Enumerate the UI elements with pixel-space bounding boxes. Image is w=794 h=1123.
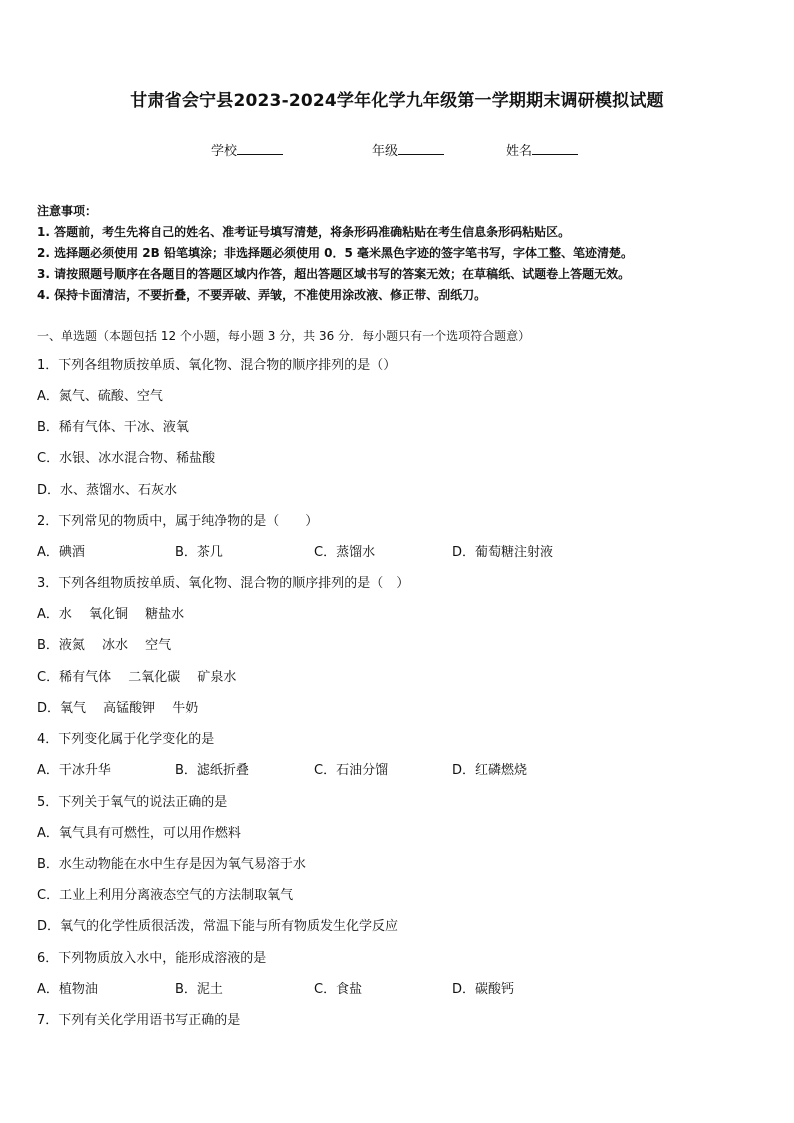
option: A．碘酒 [37,545,85,560]
option-line: D．水、蒸馏水、石灰水 [37,483,178,498]
option: D．葡萄糖注射液 [452,545,554,560]
name-blank [532,142,578,155]
page-title: 甘肃省会宁县2023-2024学年化学九年级第一学期期末调研模拟试题 [130,91,664,111]
option-line: D．氧气的化学性质很活泼，常温下能与所有物质发生化学反应 [37,919,399,934]
option: C．食盐 [314,982,363,997]
question-stem: 7．下列有关化学用语书写正确的是 [37,1013,241,1028]
question-stem: 5．下列关于氧气的说法正确的是 [37,795,228,810]
option: D．碳酸钙 [452,982,515,997]
name-field [506,140,578,159]
section-heading: 一、单选题（本题包括 12 个小题，每小题 3 分，共 36 分．每小题只有一个选项符合题意） [37,329,531,343]
question-stem: 2．下列常见的物质中，属于纯净物的是（ ） [37,514,319,529]
name-label: 姓名 [506,144,533,159]
school-field [211,140,283,159]
option-line: C．水银、冰水混合物、稀盐酸 [37,451,216,466]
grade-field [372,140,444,159]
question-stem: 4．下列变化属于化学变化的是 [37,732,215,747]
option: C．石油分馏 [314,763,389,778]
note-item: 3. 请按照题号顺序在各题目的答题区域内作答，超出答题区域书写的答案无效；在草稿纸、试题卷上答题无效。 [37,267,631,281]
school-blank [237,142,283,155]
grade-label: 年级 [372,144,399,159]
option-line: B．稀有气体、干冰、液氧 [37,420,189,435]
option: B．茶几 [175,545,223,560]
option: B．泥土 [175,982,223,997]
grade-blank [398,142,444,155]
school-label: 学校 [211,144,238,159]
note-item: 4. 保持卡面清洁，不要折叠，不要弄破、弄皱，不准使用涂改液、修正带、刮纸刀。 [37,288,487,302]
question-stem: 6．下列物质放入水中，能形成溶液的是 [37,951,267,966]
notes-heading: 注意事项： [37,204,98,218]
note-item: 2. 选择题必须使用 2B 铅笔填涂；非选择题必须使用 0．5 毫米黑色字迹的签字笔书写，字体工整、笔迹清楚。 [37,246,633,260]
option-line: C．工业上利用分离液态空气的方法制取氧气 [37,888,294,903]
option-row [37,541,777,559]
question-stem: 1．下列各组物质按单质、氧化物、混合物的顺序排列的是（） [37,358,397,373]
option-row [37,978,777,996]
option: B．滤纸折叠 [175,763,249,778]
option-line: A．氧气具有可燃性，可以用作燃料 [37,826,241,841]
note-item: 1. 答题前，考生先将自己的姓名、准考证号填写清楚，将条形码准确粘贴在考生信息条形码粘贴区。 [37,225,571,239]
option: C．蒸馏水 [314,545,376,560]
option-row [37,759,777,777]
option: A．干冰升华 [37,763,111,778]
option-line: B．水生动物能在水中生存是因为氧气易溶于水 [37,857,306,872]
option: D．红磷燃烧 [452,763,528,778]
option-line: A．氮气、硫酸、空气 [37,389,163,404]
option-line: B．液氮 冰水 空气 [37,638,172,653]
option-line: A．水 氧化铜 糖盐水 [37,607,185,622]
option-line: D．氧气 高锰酸钾 牛奶 [37,701,199,716]
question-stem: 3．下列各组物质按单质、氧化物、混合物的顺序排列的是（ ） [37,576,410,591]
option: A．植物油 [37,982,98,997]
option-line: C．稀有气体 二氧化碳 矿泉水 [37,670,237,685]
